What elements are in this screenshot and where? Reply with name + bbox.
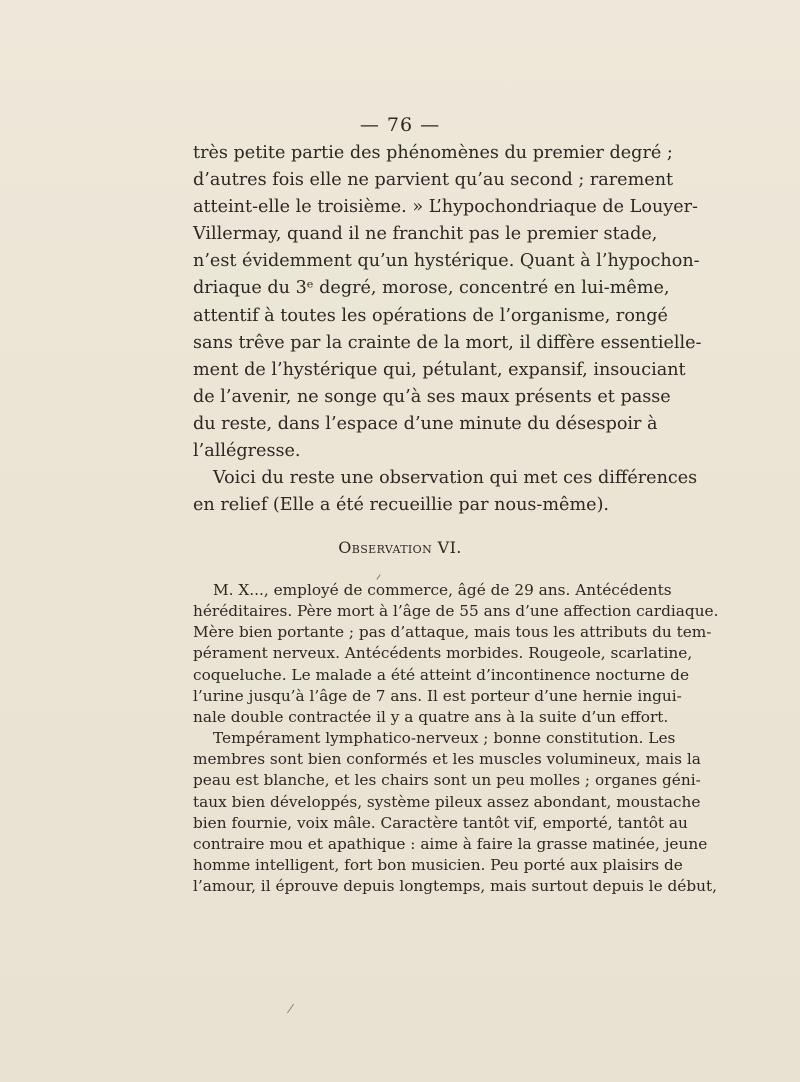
- main-text-line: atteint-elle le troisième. » L’hypochondriaque de Louyer-: [193, 197, 698, 218]
- main-text-line: attentif à toutes les opérations de l’organisme, rongé: [193, 305, 668, 326]
- main-text-line: en relief (Elle a été recueillie par nous-même).: [193, 495, 610, 516]
- main-text-line: Villermay, quand il ne franchit pas le premier stade,: [193, 224, 658, 245]
- observation-text-line: héréditaires. Père mort à l’âge de 55 ans d’une affection cardiaque.: [193, 602, 719, 621]
- main-text-line: du reste, dans l’espace d’une minute du désespoir à: [193, 413, 658, 434]
- main-text-block: [193, 140, 702, 519]
- observation-title-text: Observation VI.: [338, 538, 462, 557]
- main-text-line: driaque du 3ᵉ degré, morose, concentré en lui-même,: [193, 278, 670, 299]
- stray-pen-mark: [376, 574, 380, 579]
- observation-text-block: [193, 580, 719, 897]
- main-text-line: Voici du reste une observation qui met ces différences: [213, 468, 698, 489]
- main-text-line: très petite partie des phénomènes du premier degré ;: [193, 143, 673, 163]
- observation-text-line: M. X..., employé de commerce, âgé de 29 ans. Antécédents: [213, 581, 672, 599]
- main-text-line: de l’avenir, ne songe qu’à ses maux présents et passe: [193, 386, 671, 407]
- observation-text-line: pérament nerveux. Antécédents morbides. Rougeole, scarlatine,: [193, 644, 693, 663]
- main-text-line: sans trêve par la crainte de la mort, il diffère essentielle-: [193, 332, 702, 353]
- main-text-line: ment de l’hystérique qui, pétulant, expansif, insouciant: [193, 359, 686, 380]
- observation-text-line: bien fournie, voix mâle. Caractère tantôt vif, emporté, tantôt au: [193, 813, 688, 832]
- observation-text-line: l’amour, il éprouve depuis longtemps, mais surtout depuis le début,: [193, 877, 717, 896]
- observation-text-line: contraire mou et apathique : aime à faire la grasse matinée, jeune: [193, 834, 708, 853]
- observation-text-line: coqueluche. Le malade a été atteint d’incontinence nocturne de: [193, 665, 690, 684]
- observation-text-line: nale double contractée il y a quatre ans à la suite d’un effort.: [193, 707, 669, 726]
- main-text-line: l’allégresse.: [193, 441, 301, 462]
- observation-text-line: Tempérament lymphatico-nerveux ; bonne constitution. Les: [213, 729, 676, 748]
- page-number: — 76 —: [359, 114, 441, 136]
- main-text-line: n’est évidemment qu’un hystérique. Quant à l’hypochon-: [193, 251, 700, 272]
- observation-text-line: membres sont bien conformés et les muscles volumineux, mais la: [193, 750, 701, 769]
- observation-text-line: l’urine jusqu’à l’âge de 7 ans. Il est porteur d’une hernie ingui-: [193, 686, 682, 705]
- observation-text-line: peau est blanche, et les chairs sont un peu molles ; organes géni-: [193, 771, 701, 790]
- observation-text-line: taux bien développés, système pileux assez abondant, moustache: [193, 792, 701, 811]
- stray-pen-mark: [287, 1004, 294, 1014]
- observation-text-line: Mère bien portante ; pas d’attaque, mais tous les attributs du tem-: [193, 623, 712, 642]
- main-text-line: d’autres fois elle ne parvient qu’au second ; rarement: [193, 170, 674, 191]
- observation-text-line: homme intelligent, fort bon musicien. Peu porté aux plaisirs de: [193, 856, 683, 875]
- observation-title: [0, 538, 800, 557]
